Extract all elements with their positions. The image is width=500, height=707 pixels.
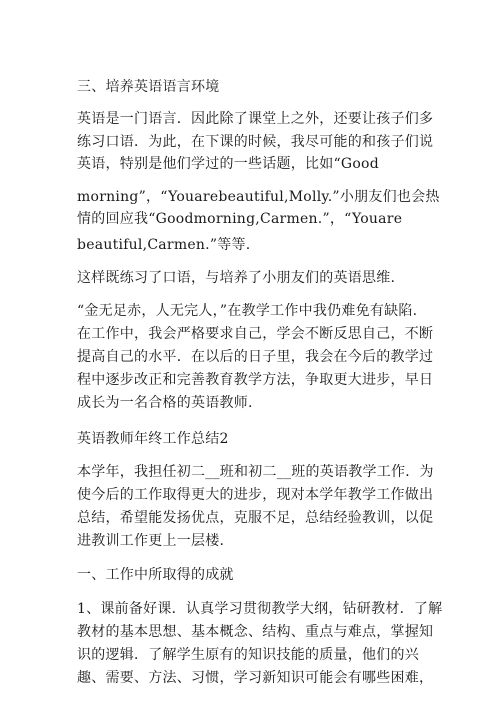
paragraph-line: “金无足赤，人无完人，”在教学工作中我仍难免有缺陷.: [77, 303, 418, 319]
section-heading-summary-2: 英语教师年终工作总结2: [77, 431, 229, 447]
paragraph-line: beautiful,Carmen.”等等.: [77, 237, 251, 253]
paragraph-line: 使今后的工作取得更大的进步，现对本学年教学工作做出: [77, 487, 434, 503]
paragraph-line: 程中逐步改正和完善教育教学方法，争取更大进步，早日: [77, 372, 434, 388]
paragraph-line: 英语是一门语言．因此除了课堂上之外，还要让孩子们多: [77, 111, 434, 127]
paragraph-line: 进教训工作更上一层楼.: [77, 533, 225, 549]
paragraph-line: 提高自己的水平．在以后的日子里，我会在今后的教学过: [77, 349, 434, 365]
paragraph-line: 这样既练习了口语，与培养了小朋友们的英语思维.: [77, 270, 396, 286]
paragraph-line: 在工作中，我会严格要求自己，学会不断反思自己，不断: [77, 326, 434, 342]
paragraph-line: 识的逻辑．了解学生原有的知识技能的质量，他们的兴: [77, 647, 419, 663]
paragraph-line: 趣、需要、方法、习惯，学习新知识可能会有哪些困难，: [77, 670, 434, 686]
paragraph-line: 1、课前备好课．认真学习贯彻教学大纲，钻研教材．了解: [77, 601, 443, 617]
paragraph-line: 教材的基本思想、基本概念、结构、重点与难点，掌握知: [77, 624, 434, 640]
paragraph-line: 英语，特别是他们学过的一些话题，比如“Good: [77, 156, 379, 172]
paragraph-line: 总结，希望能发扬优点，克服不足，总结经验教训，以促: [77, 510, 434, 526]
paragraph-line: 练习口语．为此，在下课的时候，我尽可能的和孩子们说: [77, 134, 434, 150]
section-heading-achievements: 一、工作中所取得的成就: [77, 567, 234, 583]
paragraph-line: 本学年，我担任初二__班和初二__班的英语教学工作．为: [77, 464, 434, 480]
paragraph-line: 情的回应我“Goodmorning,Carmen.”，“Youare: [77, 211, 403, 227]
paragraph-line: morning”，“Youarebeautiful,Molly.”小朋友们也会热: [77, 189, 440, 205]
paragraph-line: 成长为一名合格的英语教师.: [77, 395, 253, 411]
section-heading-environment: 三、培养英语语言环境: [77, 79, 220, 95]
